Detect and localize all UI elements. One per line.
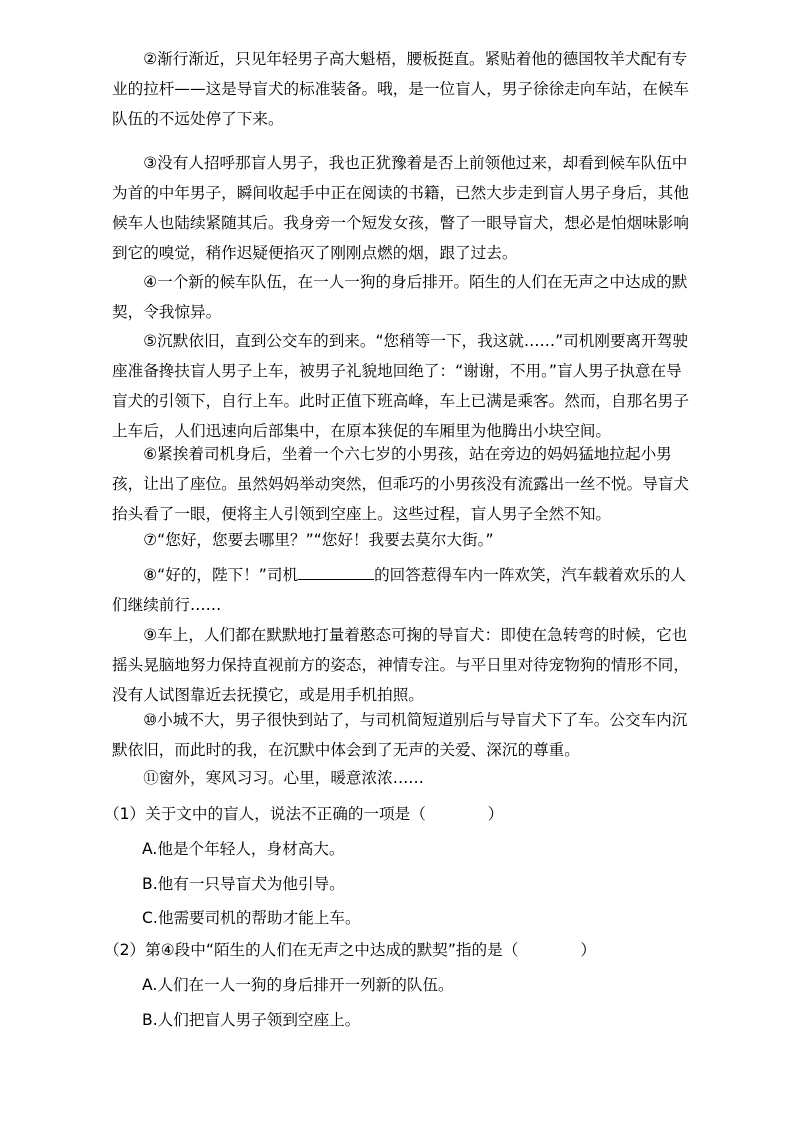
question-2 — [104, 935, 596, 965]
question-1-text: （1）关于文中的盲人，说法不正确的一项是（ — [104, 805, 426, 823]
paragraph-8-before-blank: ⑧“好的，陛下！”司机 — [143, 566, 299, 584]
answer-blank[interactable] — [298, 563, 374, 580]
paragraph-9: ⑨车上，人们都在默默地打量着憨态可掬的导盲犬：即使在急转弯的时候，它也摇头晃脑地努力保持直视前方的姿态，神情专注。与平日里对待宠物狗的情形不同，没有人试图靠近去抚摸它，或是用手机拍照。 — [112, 626, 689, 704]
paragraph-11: ⑪窗外，寒风习习。心里，暖意浓浓…… — [143, 769, 424, 787]
paragraph-5: ⑤沉默依旧，直到公交车的到来。“您稍等一下，我这就……”司机刚要离开驾驶座准备搀扶盲人男子上车，被男子礼貌地回绝了：“谢谢，不用。”盲人男子执意在导盲犬的引领下，自行上车。此时正值下班高峰，车上已满是乘客。然而，自那名男子上车后，人们迅速向后部集中，在原本狭促的车厢里为他腾出小块空间。 — [112, 332, 689, 440]
paragraph-8 — [112, 560, 694, 620]
paragraph-3: ③没有人招呼那盲人男子，我也正犹豫着是否上前领他过来，却看到候车队伍中为首的中年男子，瞬间收起手中正在阅读的书籍，已然大步走到盲人男子身后，其他候车人也陆续紧随其后。我身旁一个短发女孩，瞥了一眼导盲犬，想必是怕烟味影响到它的嗅觉，稍作迟疑便掐灭了刚刚点燃的烟，跟了过去。 — [112, 154, 689, 262]
question-1 — [104, 799, 503, 829]
paragraph-4: ④一个新的候车队伍，在一人一狗的身后排开。陌生的人们在无声之中达成的默契，令我惊异。 — [112, 273, 688, 321]
paragraph-7: ⑦“您好，您要去哪里？”“您好！我要去莫尔大街。” — [143, 531, 494, 549]
question-1-close-paren: ） — [487, 805, 504, 823]
question-1-option-b: B.他有一只导盲犬为他引导。 — [142, 875, 345, 893]
question-2-option-b: B.人们把盲人男子领到空座上。 — [142, 1011, 361, 1029]
question-1-option-c: C.他需要司机的帮助才能上车。 — [142, 909, 361, 927]
paragraph-2: ②渐行渐近，只见年轻男子高大魁梧，腰板挺直。紧贴着他的德国牧羊犬配有专业的拉杆——这是导盲犬的标准装备。哦，是一位盲人，男子徐徐走向车站，在候车队伍的不远处停了下来。 — [112, 50, 689, 128]
paragraph-6: ⑥紧挨着司机身后，坐着一个六七岁的小男孩，站在旁边的妈妈猛地拉起小男孩，让出了座位。虽然妈妈举动突然，但乖巧的小男孩没有流露出一丝不悦。导盲犬抬头看了一眼，便将主人引领到空座上。这些过程，盲人男子全然不知。 — [112, 445, 689, 523]
question-1-option-a: A.他是个年轻人，身材高大。 — [142, 840, 345, 858]
paragraph-8-after-blank: 的回答惹得车内一阵欢笑，汽车载着欢乐的人们继续前行…… — [112, 566, 686, 614]
paragraph-10: ⑩小城不大，男子很快到站了，与司机简短道别后与导盲犬下了车。公交车内沉默依旧，而此时的我，在沉默中体会到了无声的关爱、深沉的尊重。 — [112, 711, 688, 759]
question-2-text: （2）第④段中“陌生的人们在无声之中达成的默契”指的是（ — [104, 941, 519, 959]
question-2-option-a: A.人们在一人一狗的身后排开一列新的队伍。 — [142, 976, 454, 994]
question-2-close-paren: ） — [580, 941, 596, 959]
